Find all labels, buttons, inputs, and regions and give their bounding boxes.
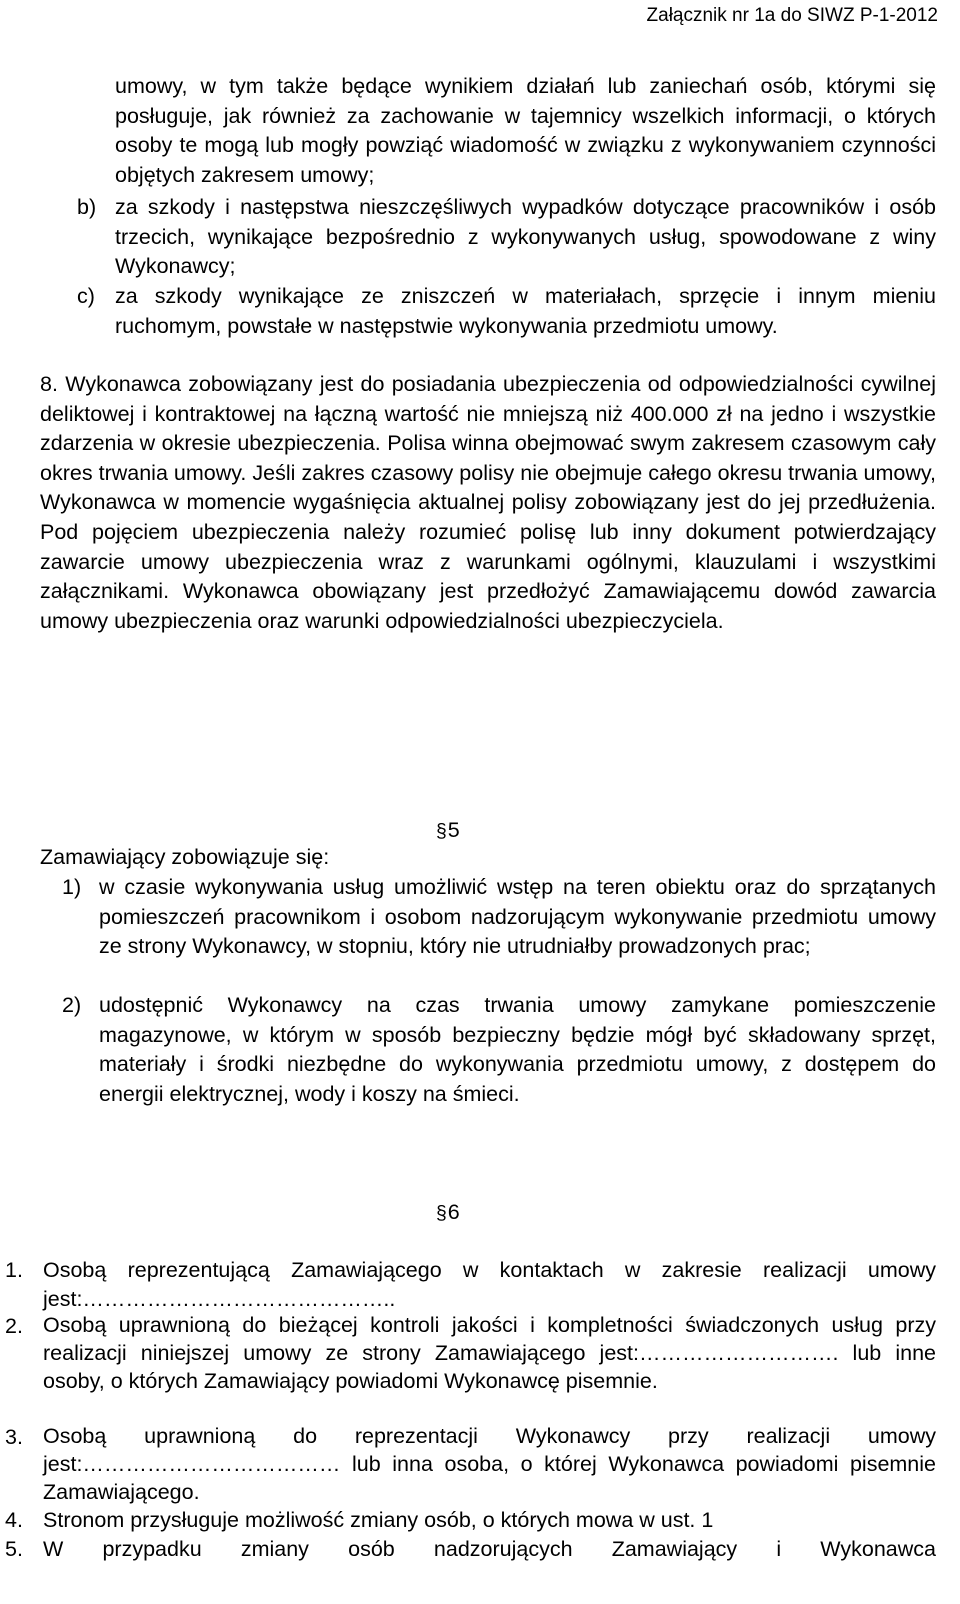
section-6-item-4-marker: 4.: [5, 1508, 23, 1532]
section-5-item-1-marker: 1): [62, 875, 82, 899]
item-c-text: za szkody wynikające ze zniszczeń w materiałach, sprzęcie i innym mieniu ruchomym, powstałe w następstwie wykonywania przedmiotu umowy.: [115, 284, 936, 338]
section-6-item-3-text: Osobą uprawnioną do reprezentacji Wykonawcy przy realizacji umowy jest:……………………………… lub inna osoba, o której Wykonawca powiadomi pisemnie Zamawiającego.: [43, 1424, 936, 1504]
item-b-text: za szkody i następstwa nieszczęśliwych wypadków dotyczące pracowników i osób trzecich, wynikające bezpośrednio z wykonywanych usług, spowodowane z winy Wykonawcy;: [115, 195, 936, 279]
section-6-item-1-marker: 1.: [5, 1258, 23, 1282]
page-header: Załącznik nr 1a do SIWZ P-1-2012: [646, 5, 938, 26]
section-5-item-2-marker: 2): [62, 993, 82, 1017]
section-5-heading: [436, 816, 460, 847]
section-5-number: 5: [447, 818, 460, 842]
point-8: [40, 370, 936, 636]
section-symbol-icon: §: [436, 1202, 447, 1224]
item-a-continuation: umowy, w tym także będące wynikiem działań lub zaniechań osób, którymi się posługuje, jak również za zachowanie w tajemnicy wszelkich informacji, o których osoby te mogą lub mogły powziąć wiadomość w związku z wykonywaniem czynności objętych zakresem umowy;: [115, 74, 936, 187]
point-8-text: Wykonawca zobowiązany jest do posiadania ubezpieczenia od odpowiedzialności cywilnej deliktowej i kontraktowej na łączną wartość nie mniejszą niż 400.000 zł na jedno i wszystkie zdarzenia w okresie ubezpieczenia. Polisa winna obejmować swym zakresem czasowym cały okres trwania umowy. Jeśli zakres czasowy polisy nie obejmuje całego okresu trwania umowy, Wykonawca w momencie wygaśnięcia aktualnej polisy zobowiązany jest do jej przedłużenia. Pod pojęciem ubezpieczenia należy rozumieć polisę lub inny dokument potwierdzający zawarcie umowy ubezpieczenia wraz z warunkami ogólnymi, klauzulami i wszystkimi załącznikami. Wykonawca obowiązany jest przedłożyć Zamawiającemu dowód zawarcia umowy ubezpieczenia oraz warunki odpowiedzialności ubezpieczyciela.: [40, 372, 936, 633]
section-5-item-1-text: w czasie wykonywania usług umożliwić wstęp na teren obiektu oraz do sprzątanych pomieszczeń pracownikom i osobom nadzorującym wykonywanie przedmiotu umowy ze strony Wykonawcy, w stopniu, który nie utrudniałby prowadzonych prac;: [99, 875, 936, 959]
section-6-item-2-marker: 2.: [5, 1314, 23, 1338]
section-symbol-icon: §: [436, 820, 447, 842]
section-5-intro: Zamawiający zobowiązuje się:: [40, 845, 330, 869]
section-6-item-4-text: Stronom przysługuje możliwość zmiany osób, o których mowa w ust. 1: [43, 1508, 714, 1532]
section-5-item-2-text: udostępnić Wykonawcy na czas trwania umowy zamykane pomieszczenie magazynowe, w którym w sposób bezpieczny będzie mógł być składowany sprzęt, materiały i środki niezbędne do wykonywania przedmiotu umowy, z dostępem do energii elektrycznej, wody i koszy na śmieci.: [99, 993, 936, 1106]
point-8-marker: 8.: [40, 372, 58, 396]
item-b-marker: b): [77, 195, 97, 219]
section-6-item-5-marker: 5.: [5, 1537, 23, 1561]
section-6-heading: [436, 1198, 460, 1229]
item-c-marker: c): [77, 284, 95, 308]
section-6-item-2-text: Osobą uprawnioną do bieżącej kontroli jakości i kompletności świadczonych usług przy realizacji niniejszej umowy ze strony Zamawiającego jest:………………………. lub inne osoby, o których Zamawiający powiadomi Wykonawcę pisemnie.: [43, 1313, 936, 1393]
section-6-item-5-text: W przypadku zmiany osób nadzorujących Zamawiający i Wykonawca: [43, 1537, 936, 1561]
section-6-item-1-text: Osobą reprezentującą Zamawiającego w kontaktach w zakresie realizacji umowy jest:……………………………………..: [43, 1258, 936, 1311]
section-6-item-3-marker: 3.: [5, 1425, 23, 1449]
section-6-number: 6: [447, 1200, 460, 1224]
